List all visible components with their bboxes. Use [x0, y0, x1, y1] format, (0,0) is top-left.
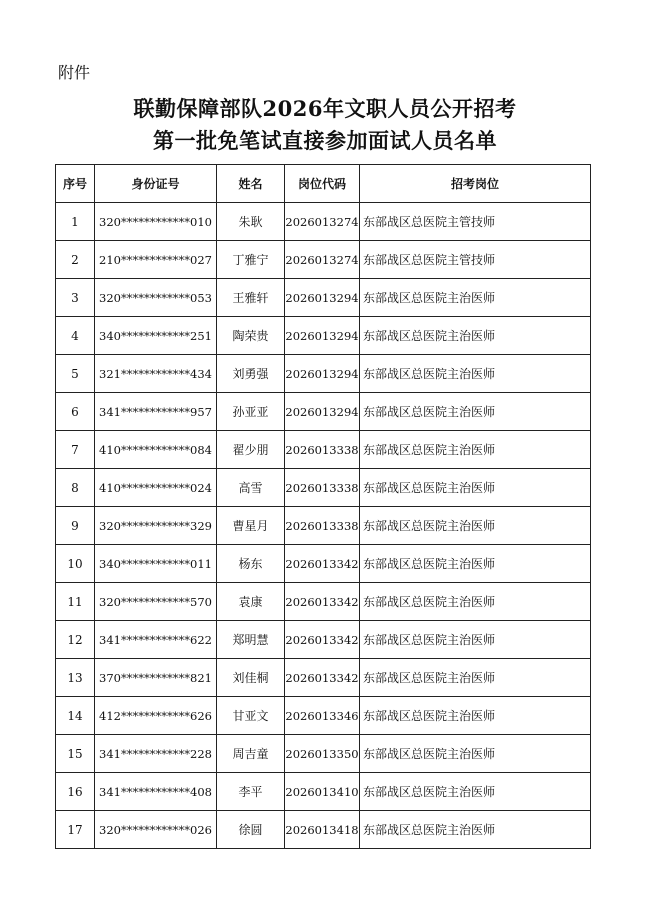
id-number-cell: 320************053	[95, 279, 217, 317]
position-code-cell: 2026013294	[285, 355, 360, 393]
name-cell: 杨东	[217, 545, 285, 583]
position-cell: 东部战区总医院主治医师	[360, 317, 591, 355]
id-number-cell: 320************010	[95, 203, 217, 241]
name-cell: 刘勇强	[217, 355, 285, 393]
name-cell: 高雪	[217, 469, 285, 507]
id-number-cell: 341************957	[95, 393, 217, 431]
header-seq: 序号	[56, 165, 95, 203]
seq-cell: 2	[56, 241, 95, 279]
seq-cell: 5	[56, 355, 95, 393]
name-cell: 甘亚文	[217, 697, 285, 735]
id-number-cell: 210************027	[95, 241, 217, 279]
position-code-cell: 2026013342	[285, 545, 360, 583]
position-cell: 东部战区总医院主治医师	[360, 355, 591, 393]
header-position: 招考岗位	[360, 165, 591, 203]
document-title-line-2: 第一批免笔试直接参加面试人员名单	[153, 128, 497, 153]
position-cell: 东部战区总医院主治医师	[360, 469, 591, 507]
name-cell: 周吉童	[217, 735, 285, 773]
position-code-cell: 2026013338	[285, 507, 360, 545]
id-number-cell: 340************011	[95, 545, 217, 583]
table-row	[56, 317, 591, 355]
name-cell: 李平	[217, 773, 285, 811]
table-row	[56, 393, 591, 431]
seq-cell: 1	[56, 203, 95, 241]
table-row	[56, 773, 591, 811]
name-cell: 曹星月	[217, 507, 285, 545]
id-number-cell: 341************622	[95, 621, 217, 659]
id-number-cell: 320************329	[95, 507, 217, 545]
id-number-cell: 370************821	[95, 659, 217, 697]
id-number-cell: 341************228	[95, 735, 217, 773]
position-cell: 东部战区总医院主治医师	[360, 659, 591, 697]
table-row	[56, 279, 591, 317]
position-cell: 东部战区总医院主管技师	[360, 203, 591, 241]
seq-cell: 3	[56, 279, 95, 317]
position-cell: 东部战区总医院主治医师	[360, 811, 591, 849]
name-cell: 郑明慧	[217, 621, 285, 659]
position-code-cell: 2026013342	[285, 659, 360, 697]
position-cell: 东部战区总医院主治医师	[360, 507, 591, 545]
seq-cell: 16	[56, 773, 95, 811]
seq-cell: 8	[56, 469, 95, 507]
attachment-label: 附件	[58, 63, 91, 82]
position-cell: 东部战区总医院主治医师	[360, 583, 591, 621]
table-row	[56, 659, 591, 697]
table-row	[56, 431, 591, 469]
id-number-cell: 340************251	[95, 317, 217, 355]
table-row	[56, 811, 591, 849]
table-row	[56, 469, 591, 507]
seq-cell: 11	[56, 583, 95, 621]
header-name: 姓名	[217, 165, 285, 203]
id-number-cell: 410************084	[95, 431, 217, 469]
table-row	[56, 241, 591, 279]
id-number-cell: 341************408	[95, 773, 217, 811]
position-cell: 东部战区总医院主治医师	[360, 621, 591, 659]
position-code-cell: 2026013338	[285, 431, 360, 469]
name-cell: 陶荣贵	[217, 317, 285, 355]
seq-cell: 7	[56, 431, 95, 469]
name-cell: 丁雅宁	[217, 241, 285, 279]
position-code-cell: 2026013338	[285, 469, 360, 507]
name-cell: 袁康	[217, 583, 285, 621]
position-code-cell: 2026013274	[285, 241, 360, 279]
name-cell: 翟少朋	[217, 431, 285, 469]
table-row	[56, 735, 591, 773]
seq-cell: 13	[56, 659, 95, 697]
position-cell: 东部战区总医院主治医师	[360, 545, 591, 583]
name-cell: 王雅轩	[217, 279, 285, 317]
position-code-cell: 2026013342	[285, 621, 360, 659]
position-code-cell: 2026013410	[285, 773, 360, 811]
position-code-cell: 2026013294	[285, 393, 360, 431]
id-number-cell: 320************026	[95, 811, 217, 849]
position-code-cell: 2026013346	[285, 697, 360, 735]
position-code-cell: 2026013274	[285, 203, 360, 241]
seq-cell: 17	[56, 811, 95, 849]
seq-cell: 4	[56, 317, 95, 355]
position-code-cell: 2026013342	[285, 583, 360, 621]
seq-cell: 6	[56, 393, 95, 431]
header-position-code: 岗位代码	[285, 165, 360, 203]
position-cell: 东部战区总医院主管技师	[360, 241, 591, 279]
header-id-number: 身份证号	[95, 165, 217, 203]
position-cell: 东部战区总医院主治医师	[360, 735, 591, 773]
table-row	[56, 545, 591, 583]
table-row	[56, 355, 591, 393]
candidate-table	[55, 164, 591, 849]
seq-cell: 15	[56, 735, 95, 773]
position-cell: 东部战区总医院主治医师	[360, 431, 591, 469]
id-number-cell: 320************570	[95, 583, 217, 621]
name-cell: 朱耿	[217, 203, 285, 241]
position-code-cell: 2026013294	[285, 279, 360, 317]
id-number-cell: 410************024	[95, 469, 217, 507]
seq-cell: 9	[56, 507, 95, 545]
position-cell: 东部战区总医院主治医师	[360, 393, 591, 431]
table-row	[56, 507, 591, 545]
table-row	[56, 621, 591, 659]
position-cell: 东部战区总医院主治医师	[360, 773, 591, 811]
seq-cell: 14	[56, 697, 95, 735]
seq-cell: 12	[56, 621, 95, 659]
table-header	[56, 165, 591, 203]
name-cell: 孙亚亚	[217, 393, 285, 431]
header-row	[56, 165, 591, 203]
id-number-cell: 412************626	[95, 697, 217, 735]
table-row	[56, 203, 591, 241]
position-code-cell: 2026013418	[285, 811, 360, 849]
name-cell: 徐圆	[217, 811, 285, 849]
position-cell: 东部战区总医院主治医师	[360, 697, 591, 735]
document-title-line-1: 联勤保障部队2026年文职人员公开招考	[133, 96, 517, 121]
position-cell: 东部战区总医院主治医师	[360, 279, 591, 317]
table-row	[56, 583, 591, 621]
seq-cell: 10	[56, 545, 95, 583]
position-code-cell: 2026013294	[285, 317, 360, 355]
name-cell: 刘佳桐	[217, 659, 285, 697]
table-body	[56, 203, 591, 849]
position-code-cell: 2026013350	[285, 735, 360, 773]
table-row	[56, 697, 591, 735]
id-number-cell: 321************434	[95, 355, 217, 393]
